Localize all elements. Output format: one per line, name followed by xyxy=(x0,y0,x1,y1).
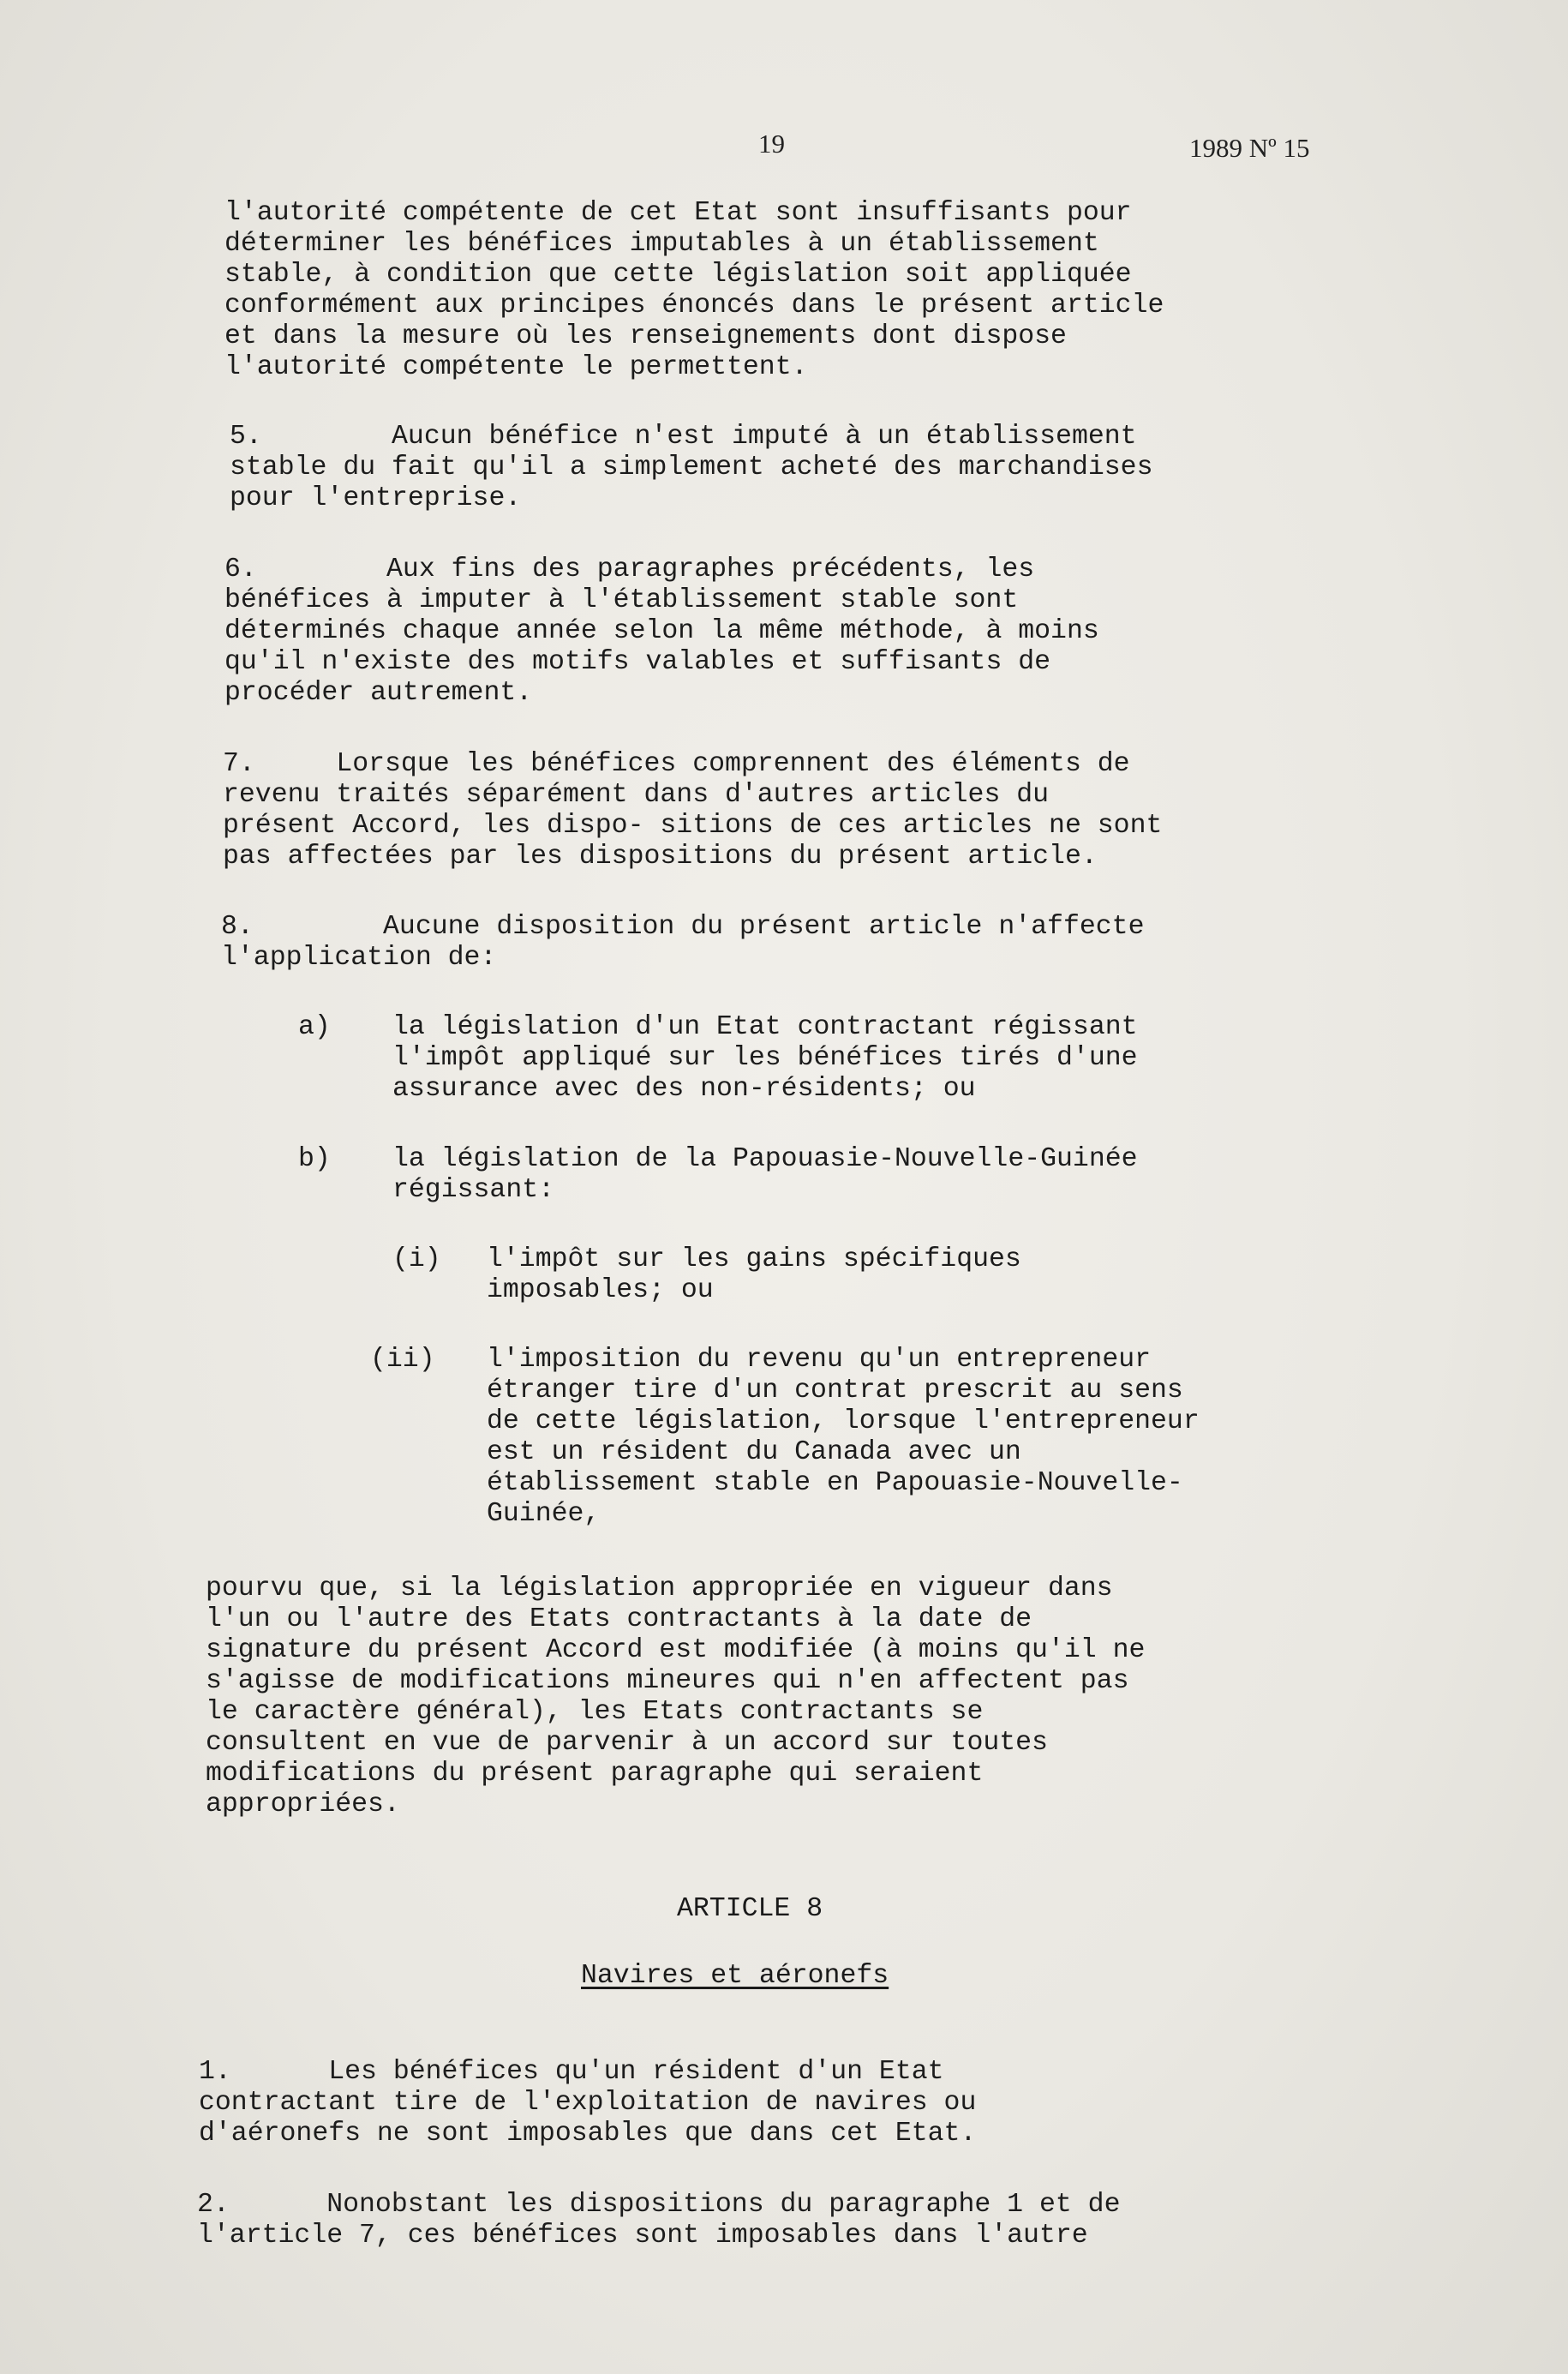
text-line: 6. Aux fins des paragraphes précédents, les xyxy=(224,555,1035,585)
text-line: pourvu que, si la législation appropriée en vigueur dans xyxy=(206,1574,1113,1604)
text-line: bénéfices à imputer à l'établissement stable sont xyxy=(224,585,1019,615)
text-line: la législation de la Papouasie-Nouvelle-Guinée xyxy=(392,1144,1138,1174)
text-line: 5. Aucun bénéfice n'est imputé à un établissement xyxy=(230,422,1137,452)
text-line: 8. Aucune disposition du présent article n'affecte xyxy=(221,912,1145,942)
item-label-a: a) xyxy=(298,1012,331,1042)
text-line: la législation d'un Etat contractant régissant xyxy=(392,1012,1138,1042)
text-line: et dans la mesure où les renseignements dont dispose xyxy=(224,321,1067,351)
text-line: conformément aux principes énoncés dans le présent article xyxy=(224,291,1164,321)
text-line: appropriées. xyxy=(206,1789,400,1819)
item-label-ii: (ii) xyxy=(370,1345,435,1375)
text-line: l'imposition du revenu qu'un entrepreneur xyxy=(487,1345,1152,1375)
text-line: présent Accord, les dispo- sitions de ces articles ne sont xyxy=(223,811,1163,841)
text-line: revenu traités séparément dans d'autres articles du xyxy=(223,780,1050,810)
text-line: déterminés chaque année selon la même méthode, à moins xyxy=(224,616,1099,646)
text-line: signature du présent Accord est modifiée (à moins qu'il ne xyxy=(206,1635,1146,1665)
text-line: le caractère général), les Etats contractants se xyxy=(206,1697,984,1727)
item-label-i: (i) xyxy=(392,1244,441,1274)
text-line: stable du fait qu'il a simplement acheté des marchandises xyxy=(230,453,1153,483)
text-line: est un résident du Canada avec un xyxy=(487,1437,1021,1467)
page-number: 19 xyxy=(758,129,785,159)
text-line: s'agisse de modifications mineures qui n'en affectent pas xyxy=(206,1666,1129,1696)
text-line: stable, à condition que cette législation soit appliquée xyxy=(224,260,1132,290)
text-line: l'article 7, ces bénéfices sont imposables dans l'autre xyxy=(197,2221,1088,2251)
issue-number: 1989 Nº 15 xyxy=(1189,133,1310,163)
article-heading: ARTICLE 8 xyxy=(677,1894,823,1924)
text-line: consultent en vue de parvenir à un accord sur toutes xyxy=(206,1728,1048,1758)
article-title: Navires et aéronefs xyxy=(581,1961,889,1991)
text-line: étranger tire d'un contrat prescrit au sens xyxy=(487,1376,1183,1406)
text-line: qu'il n'existe des motifs valables et suffisants de xyxy=(224,647,1051,677)
text-line: 1. Les bénéfices qu'un résident d'un Etat xyxy=(199,2057,944,2087)
item-label-b: b) xyxy=(298,1144,331,1174)
text-line: l'un ou l'autre des Etats contractants à la date de xyxy=(206,1604,1032,1634)
text-line: l'impôt sur les gains spécifiques xyxy=(487,1244,1021,1274)
text-line: imposables; ou xyxy=(487,1275,714,1305)
text-line: l'autorité compétente le permettent. xyxy=(224,352,808,382)
text-line: 2. Nonobstant les dispositions du paragraphe 1 et de xyxy=(197,2190,1121,2220)
text-line: l'impôt appliqué sur les bénéfices tirés d'une xyxy=(392,1043,1138,1073)
text-line: pas affectées par les dispositions du présent article. xyxy=(223,842,1098,872)
text-line: Guinée, xyxy=(487,1499,601,1529)
text-line: procéder autrement. xyxy=(224,678,533,708)
text-line: 7. Lorsque les bénéfices comprennent des éléments de xyxy=(223,749,1130,779)
text-line: l'application de: xyxy=(221,943,497,973)
text-line: contractant tire de l'exploitation de navires ou xyxy=(199,2088,977,2118)
text-line: de cette législation, lorsque l'entrepreneur xyxy=(487,1406,1200,1436)
text-line: d'aéronefs ne sont imposables que dans cet Etat. xyxy=(199,2119,977,2149)
text-line: assurance avec des non-résidents; ou xyxy=(392,1074,976,1104)
text-line: régissant: xyxy=(392,1175,555,1205)
text-line: modifications du présent paragraphe qui seraient xyxy=(206,1759,984,1789)
text-line: déterminer les bénéfices imputables à un établissement xyxy=(224,229,1099,259)
text-line: établissement stable en Papouasie-Nouvelle- xyxy=(487,1468,1183,1498)
text-line: l'autorité compétente de cet Etat sont insuffisants pour xyxy=(224,198,1132,228)
text-line: pour l'entreprise. xyxy=(230,483,522,513)
